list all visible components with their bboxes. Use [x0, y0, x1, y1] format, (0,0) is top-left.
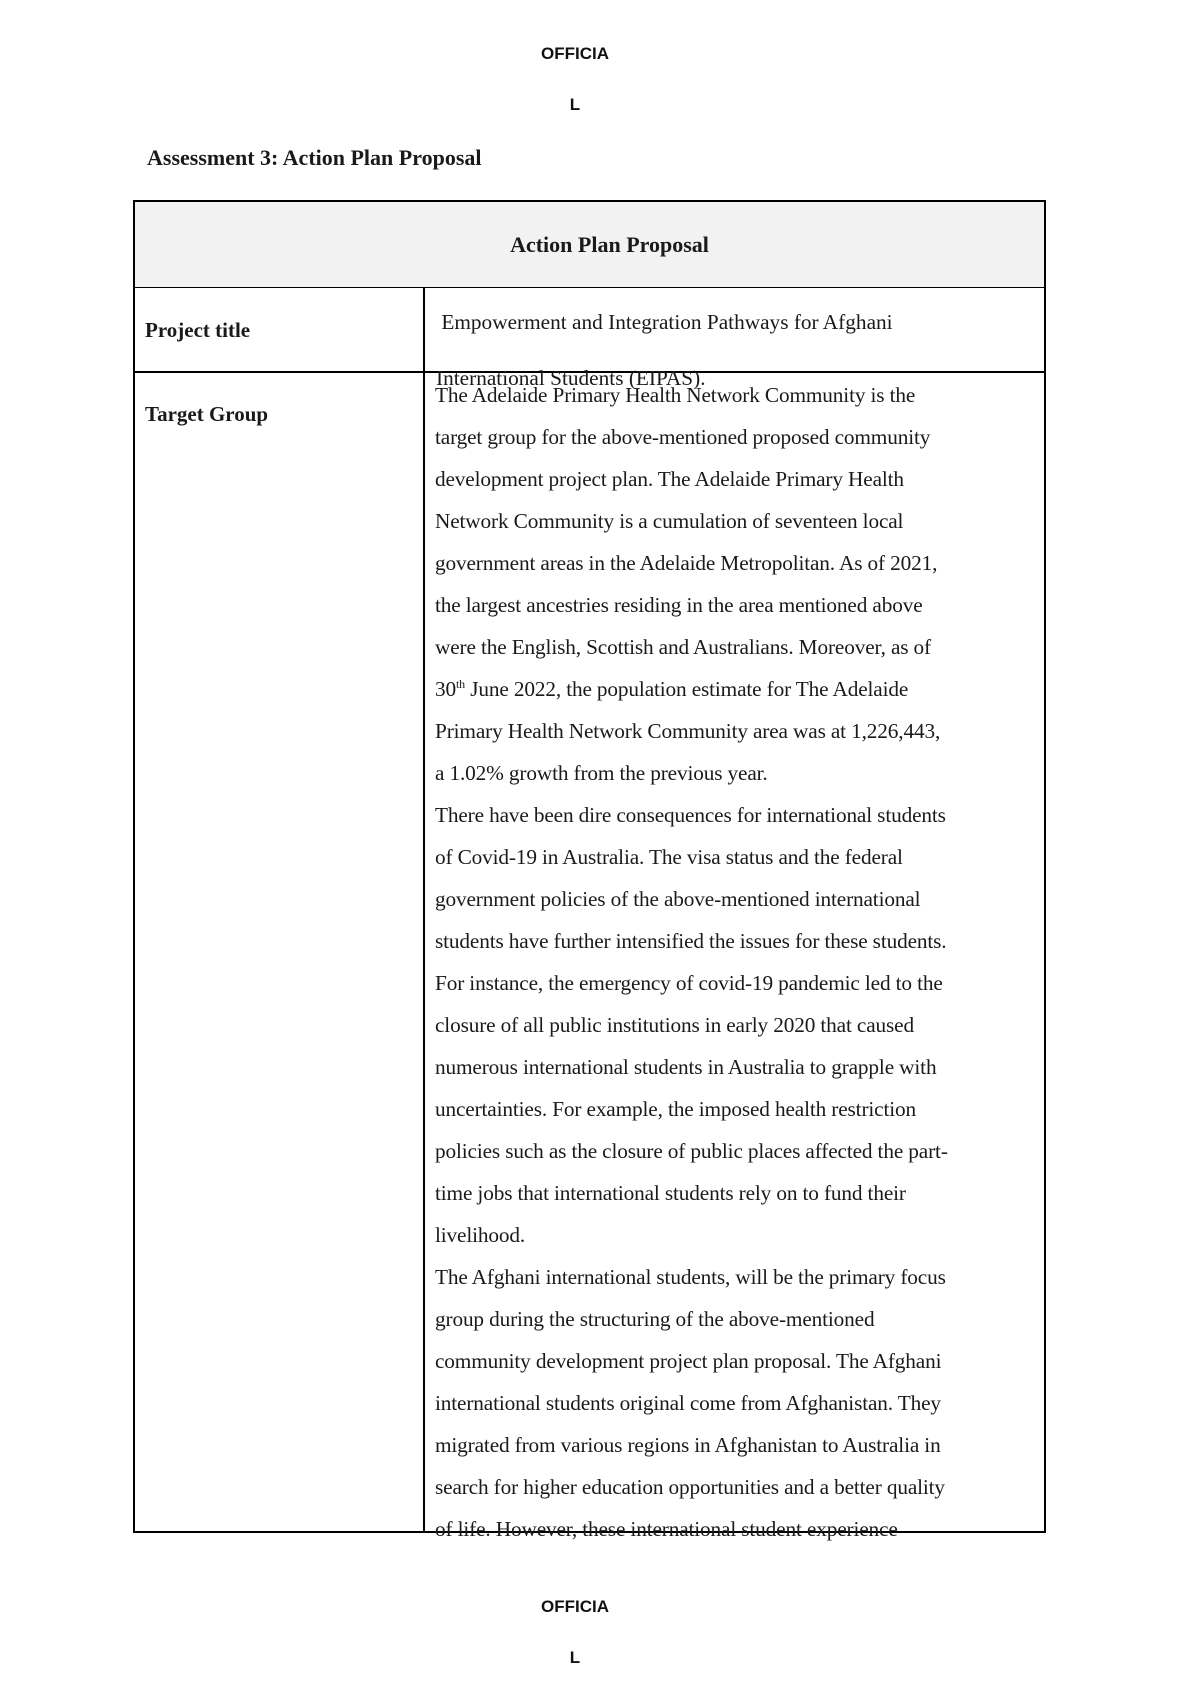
text-line: livelihood. — [435, 1223, 526, 1247]
text-line: policies such as the closure of public places affected the part- — [435, 1139, 948, 1163]
table-title: Action Plan Proposal — [510, 232, 709, 257]
header-official-line2: L — [569, 95, 581, 114]
text-line: a 1.02% growth from the previous year. — [435, 761, 768, 785]
text-line-with-date — [435, 668, 1035, 710]
footer-official-line1: OFFICIA — [541, 1597, 609, 1616]
text-line: development project plan. The Adelaide Primary Health — [435, 467, 904, 491]
footer-official-line2: L — [569, 1648, 581, 1667]
text-line: government policies of the above-mentioned international — [435, 887, 921, 911]
text-line: There have been dire consequences for international students — [435, 803, 946, 827]
text-line: of Covid-19 in Australia. The visa status and the federal — [435, 845, 903, 869]
table-title-row — [135, 202, 1044, 288]
date-suffix: th — [456, 676, 466, 691]
text-line: government areas in the Adelaide Metropolitan. As of 2021, — [435, 551, 938, 575]
date-line-rest: June 2022, the population estimate for The Adelaide — [470, 677, 909, 701]
text-line: Network Community is a cumulation of seventeen local — [435, 509, 904, 533]
text-line: closure of all public institutions in early 2020 that caused — [435, 1013, 914, 1037]
text-line: target group for the above-mentioned proposed community — [435, 425, 931, 449]
document-title: Assessment 3: Action Plan Proposal — [147, 145, 482, 170]
text-line: numerous international students in Australia to grapple with — [435, 1055, 937, 1079]
text-line: group during the structuring of the above-mentioned — [435, 1307, 875, 1331]
text-line: The Adelaide Primary Health Network Community is the — [435, 383, 916, 407]
text-line: migrated from various regions in Afghanistan to Australia in — [435, 1433, 941, 1457]
text-line: uncertainties. For example, the imposed health restriction — [435, 1097, 916, 1121]
project-title-label: Project title — [145, 318, 251, 342]
action-plan-table — [133, 200, 1046, 1541]
target-group-label: Target Group — [145, 402, 269, 426]
text-line: international students original come from Afghanistan. They — [435, 1391, 941, 1415]
header-official-line1: OFFICIA — [541, 44, 609, 63]
column-divider — [423, 288, 425, 1531]
text-line: search for higher education opportunities and a better quality — [435, 1475, 945, 1499]
text-line: community development project plan proposal. The Afghani — [435, 1349, 942, 1373]
project-title-line: Empowerment and Integration Pathways for Afghani — [436, 310, 893, 334]
text-line: Primary Health Network Community area was at 1,226,443, — [435, 719, 941, 743]
text-line: For instance, the emergency of covid-19 pandemic led to the — [435, 971, 943, 995]
text-line: The Afghani international students, will be the primary focus — [435, 1265, 946, 1289]
date-number: 30 — [435, 677, 456, 701]
project-title-row — [135, 288, 1044, 390]
text-line: the largest ancestries residing in the area mentioned above — [435, 593, 923, 617]
text-line: students have further intensified the issues for these students. — [435, 929, 947, 953]
text-line: of life. However, these international student experience — [435, 1517, 898, 1541]
text-line: time jobs that international students rely on to fund their — [435, 1181, 906, 1205]
project-title-line: International Students (EIPAS). — [436, 366, 706, 390]
text-line: were the English, Scottish and Australians. Moreover, as of — [435, 635, 931, 659]
target-group-text — [435, 374, 1035, 1550]
